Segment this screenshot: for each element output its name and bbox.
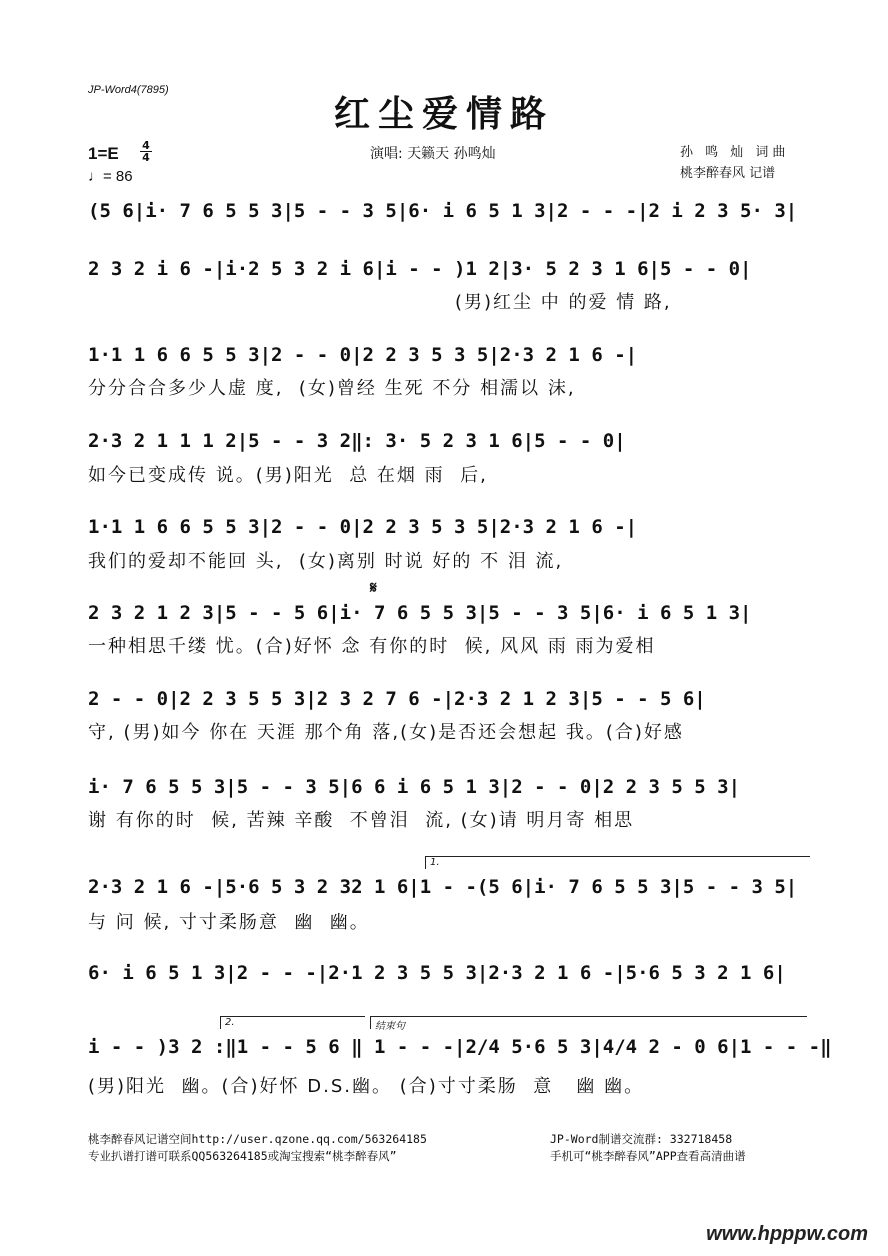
lyric-line-7: 守, (男)如今 你在 天涯 那个角 落,(女)是否还会想起 我。(合)好感: [88, 722, 684, 743]
staff-line-7: 2 - - 0|2 2 3 5 5 3|2 3 2 7 6 -|2·3 2 1 2 3|5 - - 5 6|: [88, 688, 706, 710]
footer-website: 桃李醉春风记谱空间http://user.qzone.qq.com/563264185: [88, 1132, 427, 1146]
singer-credit: 演唱: 天籁天 孙鸣灿: [370, 146, 496, 162]
lyric-line-6: 一种相思千缕 忧。(合)好怀 念 有你的时 候, 风风 雨 雨为爱相: [88, 636, 656, 657]
lyric-line-2: (男)红尘 中 的爱 情 路,: [455, 292, 672, 313]
watermark-site: www.hpppw.com: [706, 1223, 868, 1245]
lyric-line-9: 与 问 候, 寸寸柔肠意 幽 幽。: [88, 912, 370, 933]
time-numerator: 4: [140, 140, 152, 152]
lyric-line-3: 分分合合多少人虚 度, (女)曾经 生死 不分 相濡以 沫,: [88, 378, 576, 399]
staff-line-11: i - - )3 2 :‖1 - - 5 6 ‖ 1 - - -|2/4 5·6 5 3|4/4 2 - 0 6|1 - - -‖: [88, 1036, 832, 1058]
staff-line-3: 1·1 1 6 6 5 5 3|2 - - 0|2 2 3 5 3 5|2·3 2 1 6 -|: [88, 344, 638, 366]
tempo-mark: ♩= 86: [88, 168, 133, 185]
footer-group: JP-Word制谱交流群: 332718458: [550, 1132, 733, 1146]
lyric-line-4: 如今已变成传 说。(男)阳光 总 在烟 雨 后,: [88, 465, 488, 486]
staff-line-5: 1·1 1 6 6 5 5 3|2 - - 0|2 2 3 5 3 5|2·3 2 1 6 -|: [88, 516, 638, 538]
footer-app: 手机可“桃李醉春风”APP查看高清曲谱: [550, 1149, 746, 1163]
notation-credit: 桃李醉春风 记谱: [680, 166, 776, 181]
staff-line-6: 2 3 2 1 2 3|5 - - 5 6|i· 7 6 5 5 3|5 - - 3 5|6· i 6 5 1 3|: [88, 602, 752, 624]
ending-phrase-label: 结束句: [370, 1016, 807, 1029]
time-denominator: 4: [142, 151, 150, 164]
staff-line-10: 6· i 6 5 1 3|2 - - -|2·1 2 3 5 5 3|2·3 2 1 6 -|5·6 5 3 2 1 6|: [88, 962, 786, 984]
composer-credit: 孙 鸣 灿 词曲: [680, 145, 790, 160]
staff-line-8: i· 7 6 5 5 3|5 - - 3 5|6 6 i 6 5 1 3|2 - - 0|2 2 3 5 5 3|: [88, 776, 741, 798]
key-signature: 1=E: [88, 144, 119, 163]
lyric-line-5: 我们的爱却不能回 头, (女)离别 时说 好的 不 泪 流,: [88, 551, 564, 572]
staff-line-2: 2 3 2 i 6 -|i·2 5 3 2 i 6|i - - )1 2|3· 5 2 3 1 6|5 - - 0|: [88, 258, 752, 280]
segno-mark: 𝄋: [370, 578, 377, 597]
time-signature: [140, 140, 152, 163]
volta-first-ending: 1.: [425, 856, 810, 869]
lyric-line-11: (男)阳光 幽。(合)好怀 D.S.幽。 (合)寸寸柔肠 意 幽 幽。: [88, 1076, 645, 1097]
edition-label: JP-Word4(7895): [88, 84, 169, 96]
staff-line-9: 2·3 2 1 6 -|5·6 5 3 2 32 1 6|1 - -(5 6|i· 7 6 5 5 3|5 - - 3 5|: [88, 876, 798, 898]
volta-second-ending: 2.: [220, 1016, 365, 1029]
staff-line-1: (5 6|i· 7 6 5 5 3|5 - - 3 5|6· i 6 5 1 3|2 - - -|2 i 2 3 5· 3|: [88, 200, 798, 222]
staff-line-4: 2·3 2 1 1 1 2|5 - - 3 2‖: 3· 5 2 3 1 6|5 - - 0|: [88, 430, 626, 452]
lyric-line-8: 谢 有你的时 候, 苦辣 辛酸 不曾泪 流, (女)请 明月寄 相思: [88, 810, 635, 831]
footer-contact: 专业扒谱打谱可联系QQ563264185或淘宝搜索“桃李醉春风”: [88, 1149, 397, 1163]
page-title: 红尘爱情路: [333, 94, 554, 135]
